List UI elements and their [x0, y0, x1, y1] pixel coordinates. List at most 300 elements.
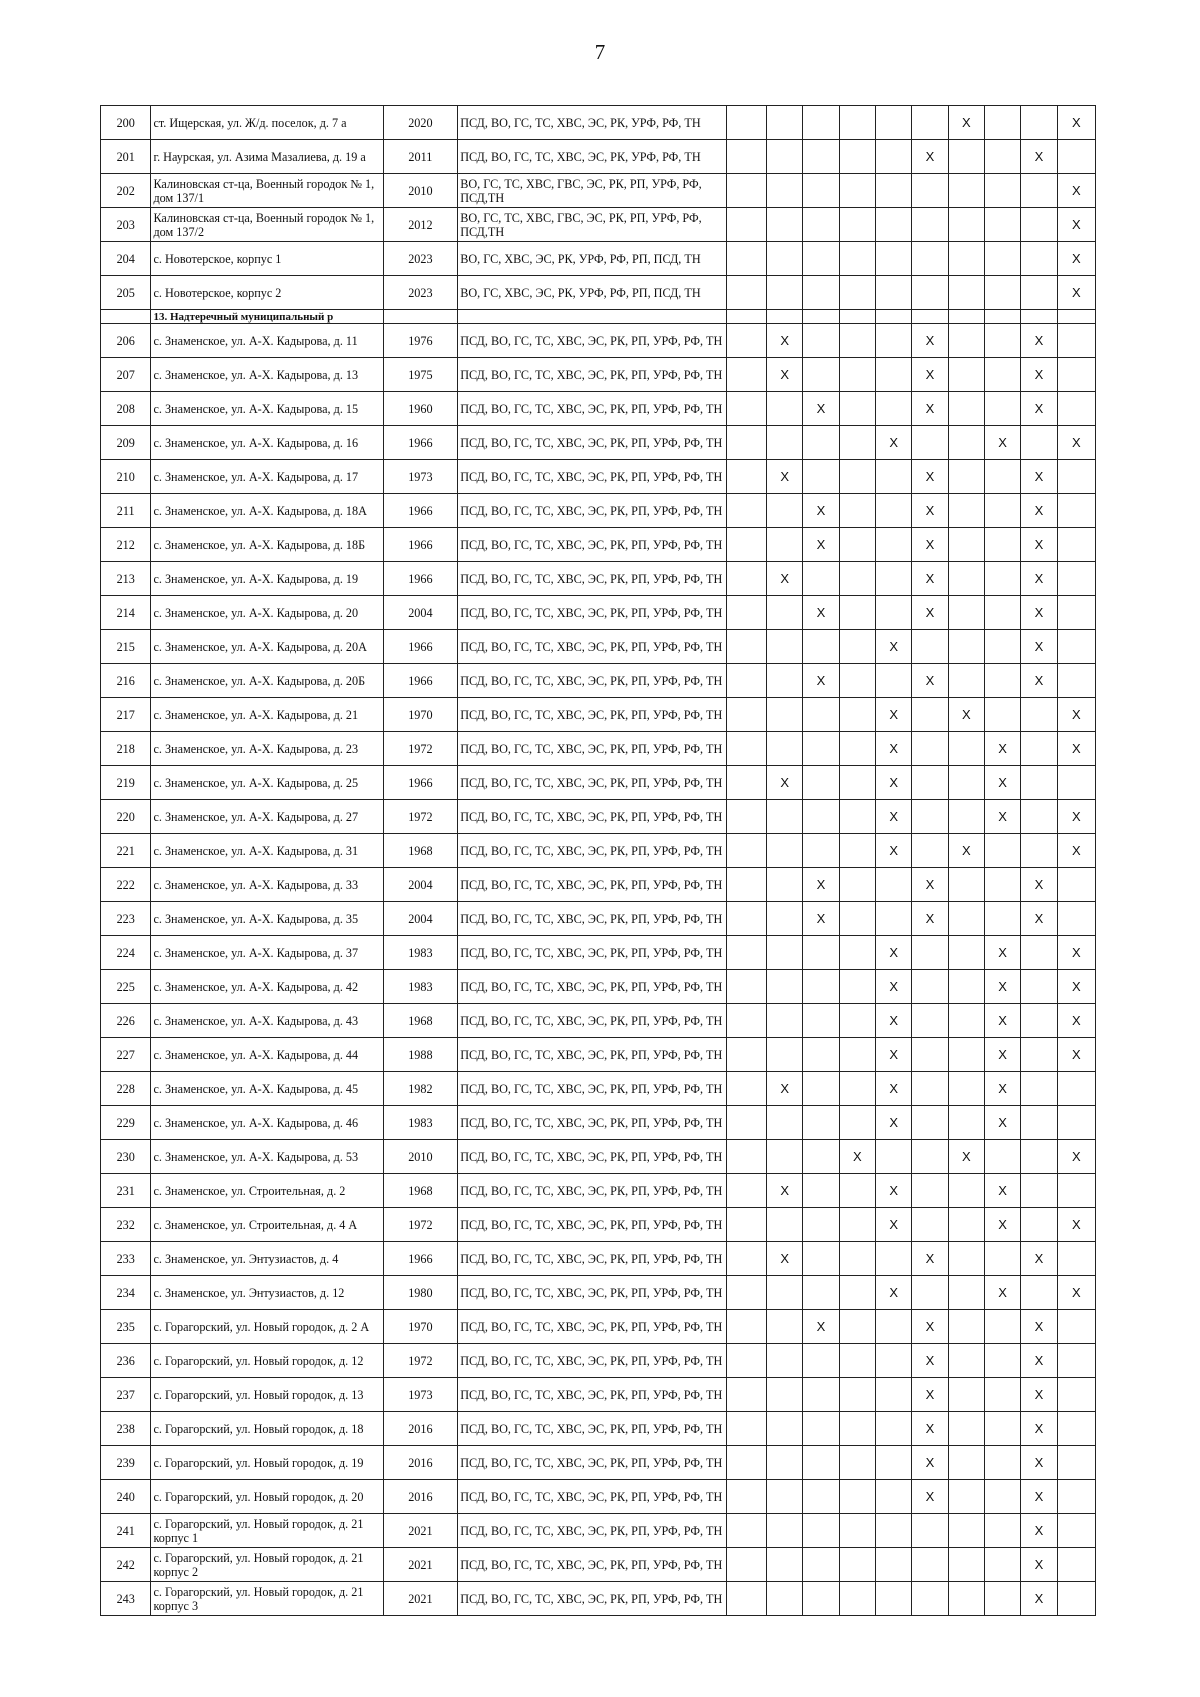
mark-cell	[948, 1106, 984, 1140]
works-cell: ПСД, ВО, ГС, ТС, ХВС, ЭС, РК, РП, УРФ, РФ, ТН	[458, 1480, 726, 1514]
mark-cell	[948, 358, 984, 392]
mark-cell	[1057, 664, 1095, 698]
row-number: 240	[101, 1480, 151, 1514]
mark-cell	[803, 936, 839, 970]
mark-cell	[726, 528, 766, 562]
mark-cell: X	[1021, 1514, 1057, 1548]
mark-cell	[726, 1140, 766, 1174]
mark-cell: X	[984, 970, 1020, 1004]
mark-cell	[1057, 140, 1095, 174]
address-cell: ст. Ищерская, ул. Ж/д. поселок, д. 7 а	[151, 106, 383, 140]
mark-cell: X	[1057, 1208, 1095, 1242]
mark-cell	[1021, 698, 1057, 732]
year-cell: 1966	[383, 664, 458, 698]
mark-cell	[1057, 358, 1095, 392]
mark-cell	[726, 1106, 766, 1140]
mark-cell	[948, 562, 984, 596]
mark-cell	[1021, 426, 1057, 460]
year-cell: 2004	[383, 868, 458, 902]
table-row	[101, 936, 1096, 970]
mark-cell	[875, 1582, 911, 1616]
mark-cell	[803, 800, 839, 834]
mark-cell	[912, 1208, 948, 1242]
table-row	[101, 1140, 1096, 1174]
mark-cell: X	[767, 1174, 803, 1208]
mark-cell	[803, 1412, 839, 1446]
mark-cell	[1057, 392, 1095, 426]
mark-cell	[726, 1480, 766, 1514]
row-number: 200	[101, 106, 151, 140]
mark-cell: X	[767, 1072, 803, 1106]
mark-cell	[948, 766, 984, 800]
mark-cell: X	[767, 324, 803, 358]
mark-cell	[839, 1582, 875, 1616]
mark-cell: X	[1057, 1038, 1095, 1072]
mark-cell	[839, 528, 875, 562]
mark-cell	[767, 1378, 803, 1412]
mark-cell: X	[803, 664, 839, 698]
works-cell: ПСД, ВО, ГС, ТС, ХВС, ЭС, РК, РП, УРФ, РФ, ТН	[458, 732, 726, 766]
mark-cell: X	[1021, 140, 1057, 174]
mark-cell	[1021, 766, 1057, 800]
mark-cell	[912, 630, 948, 664]
works-cell: ПСД, ВО, ГС, ТС, ХВС, ЭС, РК, РП, УРФ, РФ, ТН	[458, 766, 726, 800]
mark-cell: X	[1057, 106, 1095, 140]
mark-cell	[726, 174, 766, 208]
mark-cell	[726, 1072, 766, 1106]
mark-cell: X	[875, 698, 911, 732]
year-cell: 1966	[383, 426, 458, 460]
mark-cell	[767, 902, 803, 936]
mark-cell	[948, 1174, 984, 1208]
mark-cell: X	[839, 1140, 875, 1174]
works-cell: ПСД, ВО, ГС, ТС, ХВС, ЭС, РК, РП, УРФ, РФ, ТН	[458, 664, 726, 698]
mark-cell	[803, 1378, 839, 1412]
mark-cell	[875, 528, 911, 562]
mark-cell	[839, 358, 875, 392]
year-cell: 1970	[383, 698, 458, 732]
mark-cell	[839, 766, 875, 800]
year-cell: 2011	[383, 140, 458, 174]
mark-cell	[912, 208, 948, 242]
mark-cell	[839, 1174, 875, 1208]
section-empty-cell	[458, 310, 726, 324]
works-cell: ПСД, ВО, ГС, ТС, ХВС, ЭС, РК, РП, УРФ, РФ, ТН	[458, 528, 726, 562]
mark-cell	[726, 562, 766, 596]
mark-cell	[839, 208, 875, 242]
mark-cell	[839, 1276, 875, 1310]
address-cell: с. Знаменское, ул. А-Х. Кадырова, д. 15	[151, 392, 383, 426]
mark-cell	[984, 1412, 1020, 1446]
mark-cell: X	[912, 528, 948, 562]
mark-cell	[839, 970, 875, 1004]
mark-cell	[767, 1106, 803, 1140]
mark-cell: X	[767, 460, 803, 494]
mark-cell	[984, 208, 1020, 242]
works-cell: ПСД, ВО, ГС, ТС, ХВС, ЭС, РК, РП, УРФ, РФ, ТН	[458, 1412, 726, 1446]
mark-cell	[948, 732, 984, 766]
address-cell: с. Горагорский, ул. Новый городок, д. 21 корпус 3	[151, 1582, 383, 1616]
mark-cell	[875, 358, 911, 392]
mark-cell	[803, 174, 839, 208]
mark-cell	[1057, 766, 1095, 800]
mark-cell	[767, 208, 803, 242]
works-cell: ПСД, ВО, ГС, ТС, ХВС, ЭС, РК, РП, УРФ, РФ, ТН	[458, 1242, 726, 1276]
mark-cell	[984, 324, 1020, 358]
mark-cell	[948, 1412, 984, 1446]
mark-cell	[726, 902, 766, 936]
row-number: 228	[101, 1072, 151, 1106]
mark-cell	[767, 276, 803, 310]
mark-cell	[984, 596, 1020, 630]
mark-cell	[839, 460, 875, 494]
works-cell: ПСД, ВО, ГС, ТС, ХВС, ЭС, РК, РП, УРФ, РФ, ТН	[458, 494, 726, 528]
mark-cell	[839, 1480, 875, 1514]
mark-cell: X	[912, 562, 948, 596]
year-cell: 2016	[383, 1480, 458, 1514]
mark-cell	[803, 970, 839, 1004]
table-row	[101, 698, 1096, 732]
mark-cell	[726, 732, 766, 766]
table-row	[101, 1106, 1096, 1140]
mark-cell	[803, 1548, 839, 1582]
row-number: 214	[101, 596, 151, 630]
mark-cell	[875, 1412, 911, 1446]
works-cell: ПСД, ВО, ГС, ТС, ХВС, ЭС, РК, РП, УРФ, РФ, ТН	[458, 1276, 726, 1310]
mark-cell	[726, 1004, 766, 1038]
mark-cell: X	[803, 494, 839, 528]
year-cell: 1972	[383, 1344, 458, 1378]
row-number: 234	[101, 1276, 151, 1310]
mark-cell: X	[803, 392, 839, 426]
address-cell: с. Знаменское, ул. А-Х. Кадырова, д. 44	[151, 1038, 383, 1072]
mark-cell: X	[912, 1480, 948, 1514]
mark-cell	[912, 970, 948, 1004]
mark-cell	[948, 1310, 984, 1344]
row-number: 206	[101, 324, 151, 358]
mark-cell	[1021, 834, 1057, 868]
mark-cell	[948, 1514, 984, 1548]
mark-cell	[1021, 800, 1057, 834]
row-number: 232	[101, 1208, 151, 1242]
mark-cell: X	[803, 868, 839, 902]
works-cell: ПСД, ВО, ГС, ТС, ХВС, ЭС, РК, РП, УРФ, РФ, ТН	[458, 834, 726, 868]
mark-cell	[839, 276, 875, 310]
table-row	[101, 834, 1096, 868]
mark-cell	[984, 494, 1020, 528]
year-cell: 1982	[383, 1072, 458, 1106]
mark-cell	[1021, 106, 1057, 140]
table-row	[101, 1344, 1096, 1378]
table-row	[101, 1480, 1096, 1514]
mark-cell: X	[767, 766, 803, 800]
mark-cell: X	[875, 936, 911, 970]
mark-cell	[803, 324, 839, 358]
row-number: 208	[101, 392, 151, 426]
mark-cell	[803, 1106, 839, 1140]
year-cell: 1983	[383, 1106, 458, 1140]
row-number: 207	[101, 358, 151, 392]
mark-cell: X	[1057, 834, 1095, 868]
row-number: 205	[101, 276, 151, 310]
mark-cell	[767, 1310, 803, 1344]
works-cell: ПСД, ВО, ГС, ТС, ХВС, ЭС, РК, РП, УРФ, РФ, ТН	[458, 698, 726, 732]
table-row	[101, 1548, 1096, 1582]
section-empty-cell	[726, 310, 766, 324]
mark-cell	[767, 1480, 803, 1514]
mark-cell	[948, 1548, 984, 1582]
mark-cell	[875, 1378, 911, 1412]
year-cell: 1980	[383, 1276, 458, 1310]
table-row	[101, 664, 1096, 698]
mark-cell	[1057, 1344, 1095, 1378]
mark-cell: X	[1021, 1310, 1057, 1344]
mark-cell	[839, 494, 875, 528]
mark-cell	[839, 562, 875, 596]
mark-cell	[984, 1310, 1020, 1344]
mark-cell	[875, 1140, 911, 1174]
mark-cell: X	[1057, 242, 1095, 276]
mark-cell	[767, 1514, 803, 1548]
mark-cell: X	[1021, 664, 1057, 698]
mark-cell	[912, 426, 948, 460]
row-number: 242	[101, 1548, 151, 1582]
address-cell: с. Знаменское, ул. А-Х. Кадырова, д. 16	[151, 426, 383, 460]
mark-cell: X	[1021, 1446, 1057, 1480]
row-number: 224	[101, 936, 151, 970]
mark-cell	[984, 174, 1020, 208]
row-number: 203	[101, 208, 151, 242]
row-number: 223	[101, 902, 151, 936]
mark-cell: X	[912, 460, 948, 494]
mark-cell	[948, 392, 984, 426]
year-cell: 1968	[383, 1174, 458, 1208]
mark-cell	[839, 596, 875, 630]
mark-cell	[839, 664, 875, 698]
section-empty-cell	[839, 310, 875, 324]
mark-cell	[948, 936, 984, 970]
mark-cell	[875, 664, 911, 698]
table-row	[101, 276, 1096, 310]
mark-cell	[726, 596, 766, 630]
mark-cell: X	[1021, 1378, 1057, 1412]
mark-cell: X	[912, 358, 948, 392]
mark-cell	[726, 106, 766, 140]
year-cell: 1966	[383, 630, 458, 664]
mark-cell	[803, 1276, 839, 1310]
mark-cell	[1057, 1412, 1095, 1446]
mark-cell: X	[767, 1242, 803, 1276]
mark-cell	[912, 800, 948, 834]
mark-cell	[803, 1072, 839, 1106]
mark-cell	[948, 140, 984, 174]
mark-cell: X	[948, 698, 984, 732]
mark-cell	[984, 562, 1020, 596]
mark-cell: X	[912, 392, 948, 426]
mark-cell: X	[1057, 426, 1095, 460]
mark-cell	[839, 1242, 875, 1276]
table-row	[101, 732, 1096, 766]
mark-cell: X	[912, 1344, 948, 1378]
mark-cell	[984, 392, 1020, 426]
mark-cell	[948, 1344, 984, 1378]
mark-cell: X	[1021, 324, 1057, 358]
mark-cell	[767, 426, 803, 460]
works-cell: ВО, ГС, ХВС, ЭС, РК, УРФ, РФ, РП, ПСД, ТН	[458, 276, 726, 310]
year-cell: 2020	[383, 106, 458, 140]
table-row	[101, 174, 1096, 208]
row-number: 226	[101, 1004, 151, 1038]
address-cell: с. Знаменское, ул. А-Х. Кадырова, д. 18А	[151, 494, 383, 528]
mark-cell	[984, 1140, 1020, 1174]
mark-cell	[839, 1208, 875, 1242]
mark-cell: X	[875, 1276, 911, 1310]
mark-cell	[803, 460, 839, 494]
mark-cell	[767, 1548, 803, 1582]
year-cell: 1970	[383, 1310, 458, 1344]
year-cell: 1972	[383, 1208, 458, 1242]
mark-cell: X	[1021, 494, 1057, 528]
works-cell: ПСД, ВО, ГС, ТС, ХВС, ЭС, РК, РП, УРФ, РФ, ТН	[458, 1004, 726, 1038]
row-number: 241	[101, 1514, 151, 1548]
mark-cell	[803, 698, 839, 732]
mark-cell: X	[984, 1038, 1020, 1072]
table-row	[101, 106, 1096, 140]
mark-cell	[948, 1072, 984, 1106]
works-cell: ПСД, ВО, ГС, ТС, ХВС, ЭС, РК, РП, УРФ, РФ, ТН	[458, 358, 726, 392]
mark-cell: X	[875, 1072, 911, 1106]
mark-cell	[803, 732, 839, 766]
mark-cell	[984, 1582, 1020, 1616]
row-number: 229	[101, 1106, 151, 1140]
mark-cell	[726, 834, 766, 868]
mark-cell	[875, 208, 911, 242]
section-num-cell	[101, 310, 151, 324]
mark-cell	[803, 834, 839, 868]
section-empty-cell	[767, 310, 803, 324]
address-cell: с. Горагорский, ул. Новый городок, д. 18	[151, 1412, 383, 1446]
mark-cell	[912, 936, 948, 970]
mark-cell	[984, 106, 1020, 140]
mark-cell	[948, 276, 984, 310]
mark-cell	[948, 1004, 984, 1038]
mark-cell	[948, 426, 984, 460]
mark-cell	[839, 630, 875, 664]
row-number: 225	[101, 970, 151, 1004]
mark-cell: X	[1057, 936, 1095, 970]
mark-cell	[1057, 1106, 1095, 1140]
mark-cell	[875, 868, 911, 902]
mark-cell	[803, 630, 839, 664]
mark-cell	[1057, 562, 1095, 596]
mark-cell	[948, 174, 984, 208]
mark-cell: X	[803, 1310, 839, 1344]
address-cell: с. Знаменское, ул. А-Х. Кадырова, д. 18Б	[151, 528, 383, 562]
mark-cell	[1021, 1208, 1057, 1242]
mark-cell: X	[1021, 392, 1057, 426]
works-cell: ВО, ГС, ТС, ХВС, ГВС, ЭС, РК, РП, УРФ, РФ, ПСД,ТН	[458, 174, 726, 208]
mark-cell: X	[875, 970, 911, 1004]
mark-cell	[767, 1446, 803, 1480]
mark-cell	[839, 1106, 875, 1140]
mark-cell	[803, 1038, 839, 1072]
mark-cell	[839, 1072, 875, 1106]
year-cell: 2004	[383, 902, 458, 936]
row-number: 235	[101, 1310, 151, 1344]
mark-cell	[875, 562, 911, 596]
works-cell: ПСД, ВО, ГС, ТС, ХВС, ЭС, РК, РП, УРФ, РФ, ТН	[458, 460, 726, 494]
mark-cell	[1057, 528, 1095, 562]
mark-cell	[984, 242, 1020, 276]
mark-cell	[1021, 936, 1057, 970]
works-cell: ПСД, ВО, ГС, ТС, ХВС, ЭС, РК, РП, УРФ, РФ, ТН	[458, 1582, 726, 1616]
mark-cell	[948, 800, 984, 834]
mark-cell	[984, 460, 1020, 494]
address-cell: с. Знаменское, ул. А-Х. Кадырова, д. 20	[151, 596, 383, 630]
mark-cell	[803, 106, 839, 140]
mark-cell	[839, 106, 875, 140]
year-cell: 1973	[383, 1378, 458, 1412]
row-number: 238	[101, 1412, 151, 1446]
table-row	[101, 902, 1096, 936]
mark-cell	[839, 1378, 875, 1412]
mark-cell	[767, 800, 803, 834]
row-number: 201	[101, 140, 151, 174]
mark-cell	[1021, 1072, 1057, 1106]
mark-cell: X	[875, 426, 911, 460]
mark-cell	[912, 766, 948, 800]
mark-cell	[948, 1378, 984, 1412]
table-row	[101, 766, 1096, 800]
mark-cell	[948, 324, 984, 358]
address-cell: с. Новотерское, корпус 1	[151, 242, 383, 276]
mark-cell	[839, 1344, 875, 1378]
mark-cell: X	[875, 800, 911, 834]
year-cell: 2021	[383, 1514, 458, 1548]
mark-cell	[875, 1310, 911, 1344]
mark-cell	[1057, 902, 1095, 936]
year-cell: 2010	[383, 1140, 458, 1174]
section-empty-cell	[948, 310, 984, 324]
mark-cell: X	[1057, 732, 1095, 766]
mark-cell	[984, 1344, 1020, 1378]
row-number: 217	[101, 698, 151, 732]
mark-cell	[726, 324, 766, 358]
table-row	[101, 1174, 1096, 1208]
mark-cell	[726, 276, 766, 310]
mark-cell	[948, 1276, 984, 1310]
works-cell: ПСД, ВО, ГС, ТС, ХВС, ЭС, РК, РП, УРФ, РФ, ТН	[458, 1514, 726, 1548]
mark-cell	[984, 698, 1020, 732]
mark-cell	[839, 140, 875, 174]
mark-cell	[726, 1242, 766, 1276]
year-cell: 1966	[383, 766, 458, 800]
mark-cell: X	[984, 800, 1020, 834]
works-cell: ПСД, ВО, ГС, ТС, ХВС, ЭС, РК, РП, УРФ, РФ, ТН	[458, 868, 726, 902]
mark-cell	[912, 242, 948, 276]
mark-cell	[984, 868, 1020, 902]
row-number: 211	[101, 494, 151, 528]
table-row	[101, 1004, 1096, 1038]
address-cell: с. Горагорский, ул. Новый городок, д. 13	[151, 1378, 383, 1412]
works-cell: ПСД, ВО, ГС, ТС, ХВС, ЭС, РК, РП, УРФ, РФ, ТН	[458, 324, 726, 358]
mark-cell	[726, 970, 766, 1004]
mark-cell: X	[948, 106, 984, 140]
mark-cell	[948, 596, 984, 630]
mark-cell	[1057, 1514, 1095, 1548]
section-empty-cell	[1021, 310, 1057, 324]
table-row	[101, 1072, 1096, 1106]
